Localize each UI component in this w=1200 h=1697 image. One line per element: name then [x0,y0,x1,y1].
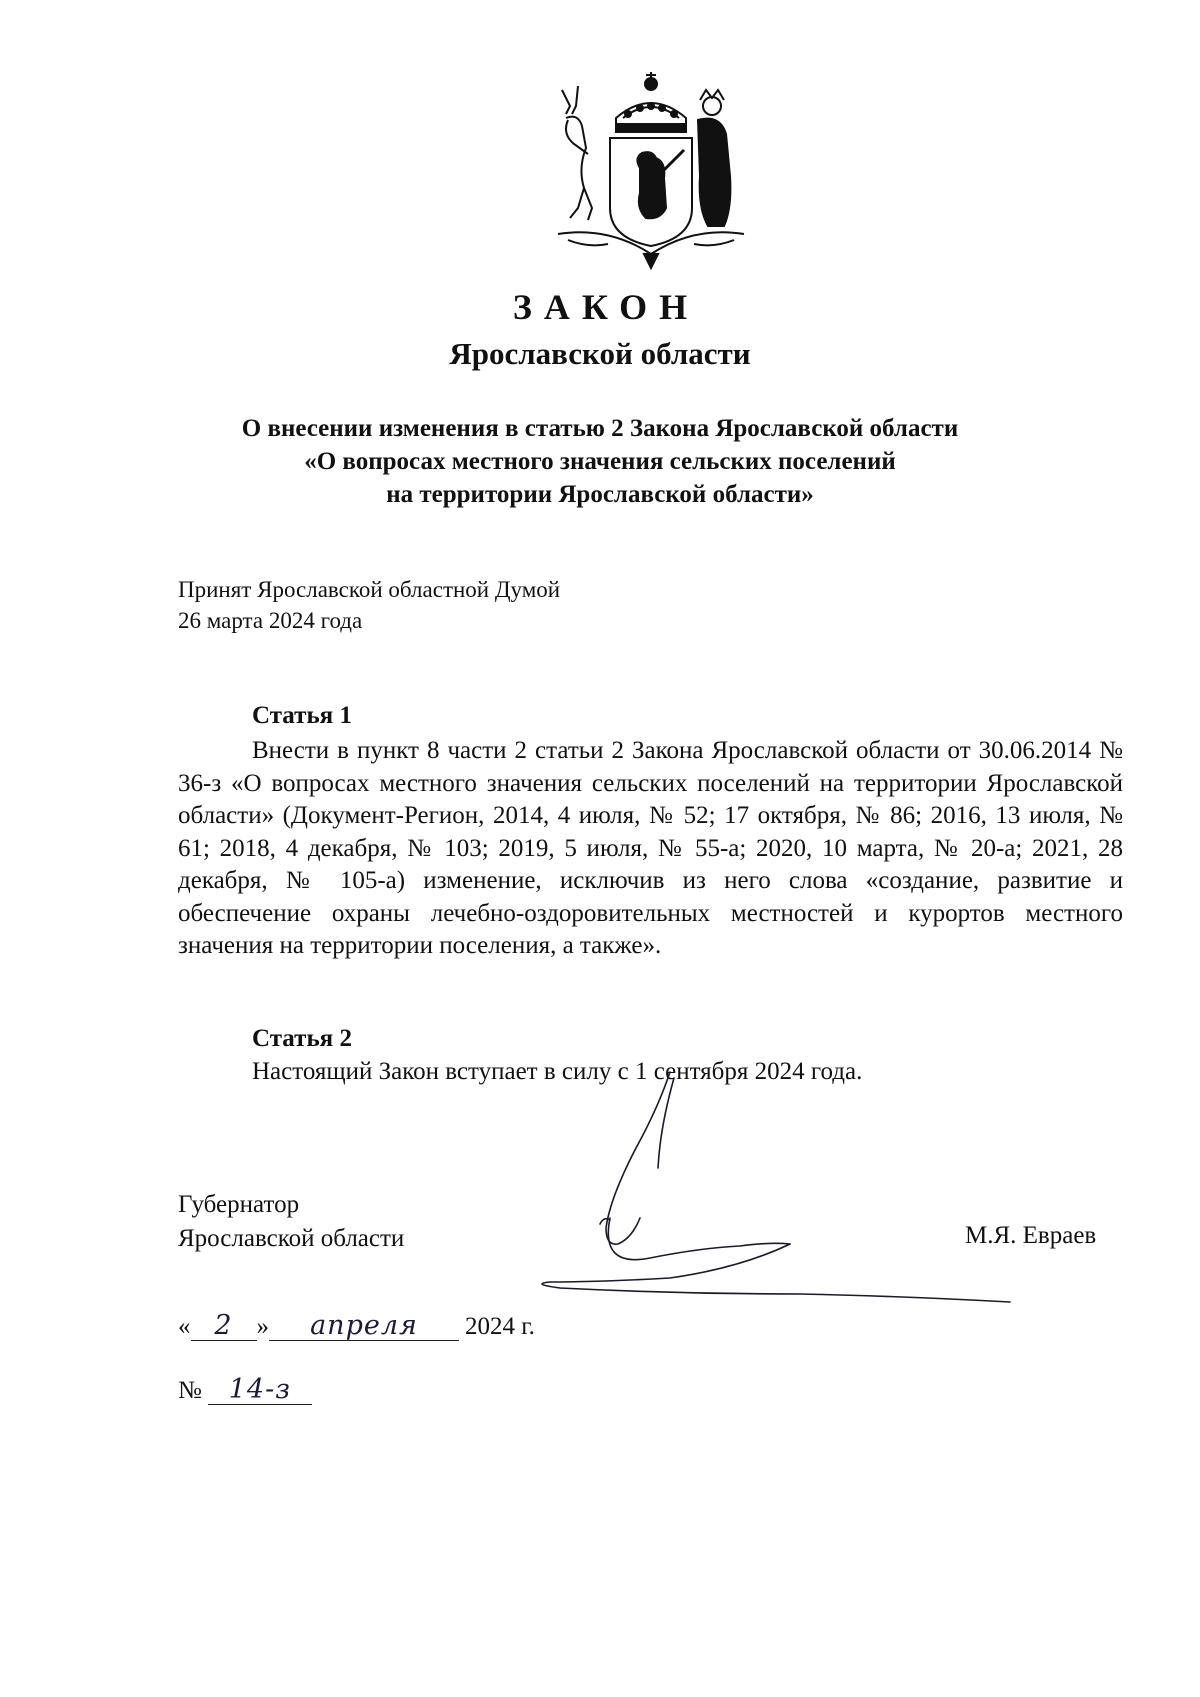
adoption-date: 26 марта 2024 года [178,608,363,633]
adoption-body: Принят Ярославской областной Думой [178,577,561,602]
date-open-quote: « [178,1313,191,1340]
signatory-position-line: Губернатор [178,1191,300,1218]
law-heading-line: на территории Ярославской области» [386,481,814,508]
signatory-name: М.Я. Евраев [965,1222,1097,1249]
signing-date [178,1312,535,1341]
law-heading-line: «О вопросах местного значения сельских поселений [304,448,896,475]
date-day-field: 2 [191,1312,257,1341]
issuing-region: Ярославской области [449,336,751,371]
article-1-text: Внести в пункт 8 части 2 статьи 2 Закона Ярославской области от 30.06.2014 № 36-з «О вопросах местного значения сельских поселений на территории Ярославской области» (Документ-Регион, 2014, 4 июля, № 52; 17 октября, № 86; 2016, 13 июля, № 61; 2018, 4 декабря, № 103; 2019, 5 июля, № 55-а; 2020, 10 марта, № 20-а; 2021, 28 декабря, № 105-а) изменение, исключив из него слова «создание, развитие и обеспечение охраны лечебно-оздоровительных местностей и курортов местного значения на территории поселения, а также». [178,737,1123,959]
law-heading [0,412,1200,511]
number-field: 14-з [208,1376,312,1405]
document-type-title: ЗАКОН [512,287,700,327]
signatory-position-line: Ярославской области [178,1225,405,1252]
date-close-quote: » [256,1313,269,1340]
article-2-text: Настоящий Закон вступает в силу с 1 сентября 2024 года. [252,1058,863,1085]
number-label: № [178,1377,202,1404]
law-number [178,1376,312,1405]
signatory-position [178,1188,404,1256]
law-heading-line: О внесении изменения в статью 2 Закона Ярославской области [241,415,959,442]
date-year: 2024 г. [465,1313,535,1340]
coat-of-arms-emblem [548,58,754,272]
date-month-field: апреля [269,1312,459,1341]
adoption-note [178,574,560,636]
article-1-title: Статья 1 [252,702,352,729]
article-2-title: Статья 2 [252,1025,352,1052]
handwritten-signature [540,1068,1040,1318]
